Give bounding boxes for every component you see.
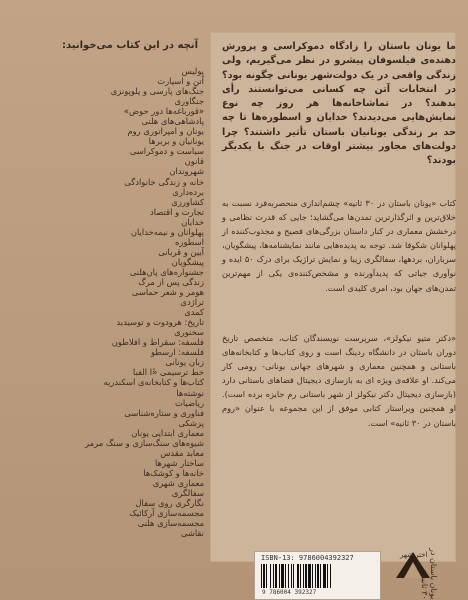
- contents-item: خط ترسیمی «ٔا الفبا: [132, 367, 204, 378]
- contents-item: زبان یونانی: [165, 357, 204, 368]
- barcode-bar: [300, 564, 301, 588]
- barcode-bar: [320, 564, 321, 588]
- contents-item: تراژدی: [180, 297, 204, 308]
- contents-item: تجارت و اقتصاد: [150, 206, 204, 217]
- contents-item: نقاشی: [180, 528, 204, 539]
- contents-item: جشنواره‌های پان‌هلنی: [129, 266, 204, 277]
- barcode-bar: [285, 564, 286, 588]
- contents-item: خانه و زندگی خانوادگی: [124, 176, 204, 187]
- barcode-bar: [293, 564, 294, 588]
- publisher-name: اختر شهر: [400, 551, 428, 559]
- contents-item: شیوه‌های سنگ‌سازی و سنگ مرمر: [85, 437, 204, 448]
- contents-item: پولیس: [181, 66, 204, 76]
- barcode-bar: [263, 564, 265, 588]
- contents-item: ساختار شهرها: [155, 457, 204, 468]
- contents-item: فناوری و ستاره‌شناسی: [124, 407, 204, 418]
- contents-item: جنگاوری: [174, 96, 204, 107]
- contents-item: «قورباغه‌ها دور حوض»: [123, 106, 204, 117]
- contents-item: آیین و قربانی: [158, 246, 204, 257]
- contents-item: اسطوره: [175, 236, 204, 247]
- barcode-bar: [275, 564, 277, 588]
- barcode-bar: [273, 564, 274, 588]
- contents-item: سفالگری: [171, 487, 204, 498]
- contents-item: کشاورزی: [171, 196, 204, 207]
- barcode-bar: [308, 564, 311, 588]
- contents-item: نگارگری روی سفال: [135, 498, 204, 509]
- contents-item: خدایان: [181, 216, 204, 227]
- contents-item: خانه‌ها و کوشک‌ها: [143, 467, 204, 478]
- barcode-bar: [281, 564, 284, 588]
- contents-item: جنگ‌های پارسی و پلوپونزی: [110, 86, 204, 97]
- isbn-text: ISBN-13: 9786004392327: [261, 554, 354, 562]
- barcode-bar: [297, 564, 299, 588]
- barcode-number: 9 786004 392327: [262, 589, 317, 596]
- spine-title: یونان باستان در ۳۰ ثانیه: [420, 548, 438, 600]
- barcode-bar: [270, 564, 271, 588]
- contents-item: سخنوری: [174, 327, 204, 338]
- contents-item: برده‌داری: [172, 186, 204, 197]
- contents-item: فلسفه: ارسطو: [150, 347, 204, 358]
- barcode-bar: [288, 564, 289, 588]
- contents-item: آتن و اسپارت: [157, 76, 204, 87]
- contents-item: نوشته‌ها: [176, 387, 204, 398]
- barcode: [254, 551, 381, 600]
- description-paragraph: کتاب «یونان باستان در ۳۰ ثانیه» چشم‌اندازی منحصربه‌فرد نسبت به خلاق‌ترین و اثرگذارترین تمدن‌ها می‌گشاید؛ جایی که قدرت نظامی و درخشش معماری در کنار داستان بزرگی‌های فصیح و مجذوب‌کننده از پهلوانان شکوفا شد. توجه به پدیده‌هایی مانند نمایشنامه‌ها، پیشگویان، سرباران، بردهها، سفالگری زیبا و نمایش تراژیک برای درک ۵۰ ایده و نوآوری جیاتی که پدیدآورنده و مشخص‌کننده‌ی یکی از مهم‌ترین تمدن‌های جهان بود، امری کلیدی است.: [222, 198, 457, 293]
- barcode-bars: [261, 564, 373, 588]
- barcode-bar: [315, 564, 316, 588]
- contents-item: پیشگویان: [171, 256, 204, 267]
- contents-item: کمدی: [184, 307, 204, 318]
- contents-item: تاریخ: هرودوت و توسیدید: [116, 317, 204, 328]
- barcode-bar: [291, 564, 292, 588]
- contents-item: مجسمه‌سازی هلنی: [137, 518, 204, 529]
- contents-item: پادشاهی‌های هلنی: [141, 116, 204, 127]
- contents-item: پزشکی: [178, 417, 204, 428]
- contents-item: پهلوانان و نیمه‌خدایان: [130, 226, 204, 237]
- barcode-bar: [323, 564, 326, 588]
- contents-item: معماری شهری: [152, 477, 204, 488]
- contents-item: یونانیان و بربرها: [148, 136, 204, 147]
- contents-item: معابد مقدس: [160, 447, 204, 458]
- barcode-bar: [327, 564, 328, 588]
- author-paragraph: «دکتر متیو نیکولز»، سرپرست نویسندگان کتاب، متخصص تاریخ دوران باستان در دانشگاه ردینگ است و روی کتاب‌ها و کتابخانه‌های باستانی و همچنین معماری و شهرهای جهانی یونانی- رومی کار می‌کند. او علاقه‌ی ویژه ای به بازسازی دیجیتال فضاهای باستانی دارد (بازسازی دیجیتال دکتر نیکولز از شهر باستانی رم جایزه برده است). او همچنین ویراستار کتابی موفق از این مجموعه با عنوان «روم باستان در ۳۰ ثانیه» است.: [222, 333, 456, 428]
- barcode-bar: [279, 564, 280, 588]
- contents-title: آنچه در این کتاب می‌خوانید:: [62, 40, 198, 51]
- contents-item: مجسمه‌سازی آرکائیک: [129, 508, 204, 519]
- barcode-bar: [266, 564, 267, 588]
- contents-item: زندگی پس از مرگ: [138, 276, 204, 287]
- contents-item: معماری ابتدایی یونان: [131, 427, 204, 438]
- barcode-bar: [312, 564, 313, 588]
- intro-paragraph: ما یونان باستان را زادگاه دموکراسی و پرورش دهنده‌ی فیلسوفان پیشرو در نظر می‌گیریم، ولی زندگی واقعی در یک دولت‌شهر یونانی چگونه بود؟ در انتخابات آتن چه کسانی می‌توانستند رأی بدهند؟ در تماشاخانه‌ها هر روز چه نوع نمایش‌هایی می‌دیدند؟ خدایان و اسطوره‌ها تا چه حد بر زندگی یونانیان باستان تأثیر داشتند؟ چرا دولت‌های مجاور بیشتر اوقات در جنگ با یکدیگر بودند؟: [222, 41, 456, 167]
- contents-item: ریاضیات: [174, 397, 204, 408]
- contents-item: سیاست و دموکراسی: [129, 146, 204, 157]
- contents-item: شهروندان: [169, 166, 204, 177]
- contents-item: قانون: [184, 156, 204, 167]
- barcode-bar: [330, 564, 331, 588]
- barcode-bar: [303, 564, 304, 588]
- contents-item: یونان و امپراتوری روم: [127, 126, 204, 137]
- contents-item: هومر و شعر حماسی: [131, 287, 204, 298]
- contents-list: [14, 66, 204, 538]
- barcode-bar: [305, 564, 307, 588]
- barcode-bar: [317, 564, 319, 588]
- barcode-bar: [261, 564, 262, 588]
- contents-item: فلسفه: سقراط و افلاطون: [111, 337, 204, 348]
- contents-item: کتاب‌ها و کتابخانه‌ی اسکندریه: [103, 377, 204, 388]
